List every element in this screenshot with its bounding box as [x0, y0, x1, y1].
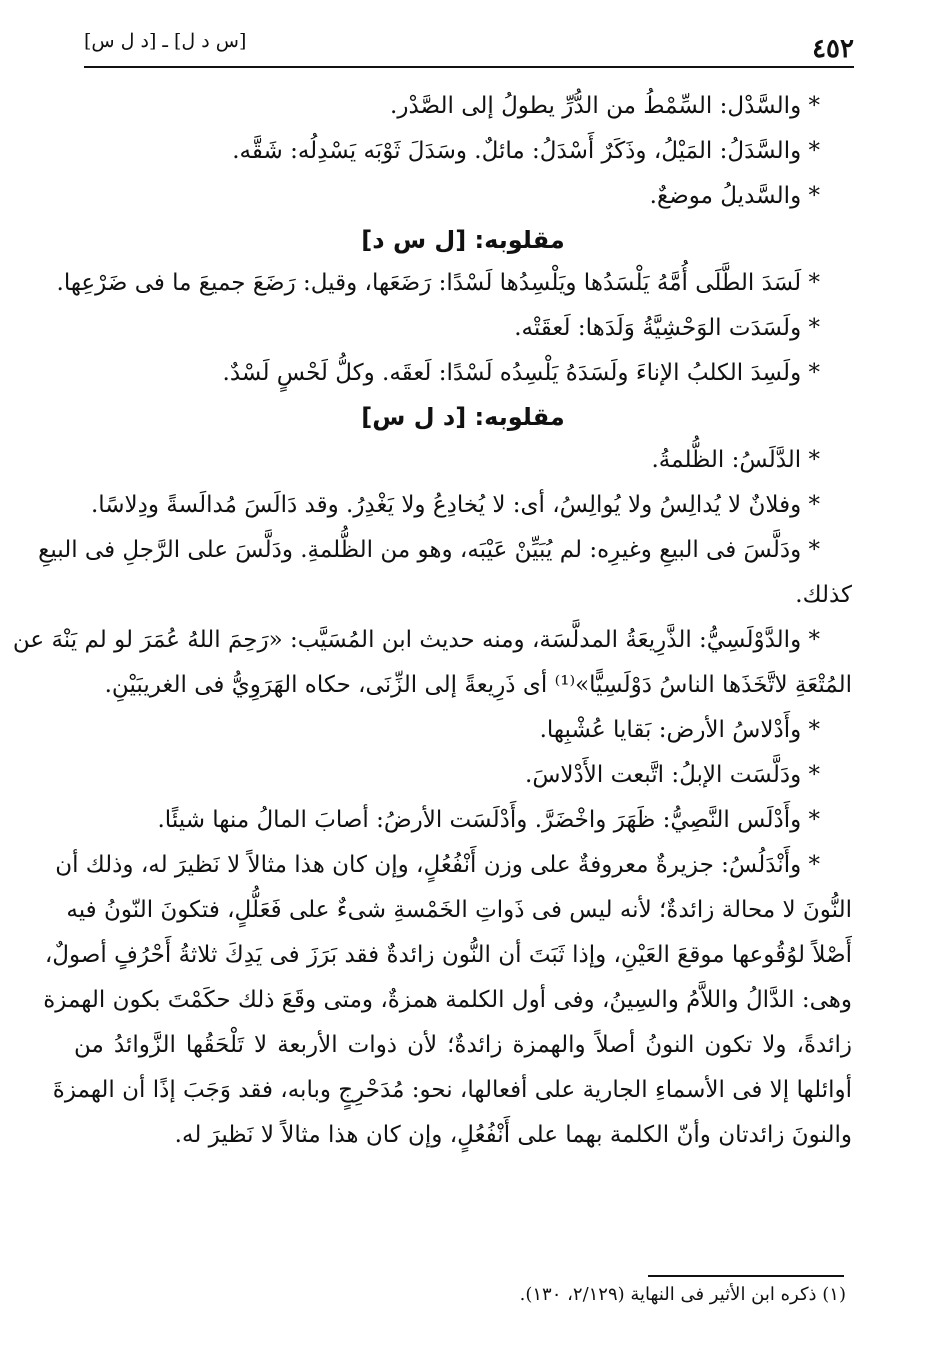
text-line: * ولَسَدَت الوَحْشِيَّةُ وَلَدَها: لَعقَتْه. — [514, 315, 820, 341]
header-rule — [84, 66, 854, 68]
text-line: وهى: الدَّالُ واللاَّمُ والسِينُ، وفى أول الكلمة همزةٌ، ومتى وقَعَ ذلك حكَمْتَ بكون الهمزة — [43, 987, 852, 1013]
text-line: * والسَّدَلُ: المَيْلُ، وذَكَرٌ أَسْدَلُ: مائلٌ. وسَدَلَ ثَوْبَه يَسْدِلُه: شَقَّه. — [232, 138, 820, 164]
text-line: * وأَدْلَس النَّصِيُّ: ظَهَرَ واخْضَرَّ. وأَدْلَسَت الأرضُ: أصابَ المالُ منها شيئًا. — [157, 807, 820, 833]
text-line: النُّونَ لا محالة زائدةٌ؛ لأنه ليس فى ذَواتِ الخَمْسةِ شىءٌ على فَعَلُّلٍ، فتكونَ النّونُ فيه — [66, 897, 852, 923]
footnote-rule — [648, 1275, 844, 1277]
text-line: * ولَسِدَ الكلبُ الإناءَ ولَسَدَهُ يَلْسِدُه لَسْدًا: لَعقَه. وكلُّ لَحْسٍ لَسْدٌ. — [222, 360, 820, 386]
section-heading: مقلوبه: [د ل س] — [361, 403, 565, 431]
text-line: * لَسَدَ الطَّلَى أُمَّهُ يَلْسَدُها ويَلْسِدُها لَسْدًا: رَضَعَها، وقيل: رَضَعَ جميعَ ما فى ضَرْعِها. — [56, 270, 820, 296]
page-number: ٤٥٢ — [812, 34, 854, 64]
text-line: زائدةً، ولا تكون النونُ أصلاً والهمزة زائدةٌ؛ لأن ذوات الأربعة لا تَلْحَقُها الزَّوائدُ من — [74, 1032, 852, 1058]
text-line: * الدَّلَسُ: الظُّلمةُ. — [651, 447, 820, 473]
text-line: * ودَلَّسَ فى البيعِ وغيرِه: لم يُبَيِّنْ عَيْبَه، وهو من الظُّلمةِ. ودَلَّسَ على الرَّجلِ فى البيعِ — [38, 537, 820, 563]
text-line: * والسَّدْل: السِّمْطُ من الدُّرِّ يطولُ إلى الصَّدْر. — [390, 93, 820, 119]
text-line: أَصْلاً لوُقُوعها موقعَ العَيْنِ، وإذا ثَبَتَ أن النُّون زائدةٌ فقد بَرَزَ فى يَدِكَ ثلاثةُ أَحْرُفٍ أصولٌ، — [44, 942, 852, 968]
text-line: * ودَلَّسَت الإبلُ: اتَّبعت الأَدْلاسَ. — [525, 762, 820, 788]
footnote: (١) ذكره ابن الأثير فى النهاية (٢/١٢٩، ١٣٠). — [519, 1284, 846, 1305]
text-line: * وفلانٌ لا يُدالِسُ ولا يُوالِسُ، أى: لا يُخادِعُ ولا يَغْدِرُ. وقد دَالَسَ مُدالَسةً ودِلاسًا. — [90, 492, 820, 518]
main-text — [12, 84, 852, 1158]
text-line: * والدَّوْلَسِيُّ: الذَّرِيعَةُ المدلَّسَة، ومنه حديث ابن المُسَيَّب: «رَحِمَ اللهُ عُمَرَ لو لم يَنْهَ عن — [12, 627, 820, 653]
text-line: والنونَ زائدتان وأنّ الكلمة بهما على أَنْفُعُلٍ، وإن كان هذا مثالاً لا نَظيرَ له. — [174, 1122, 852, 1148]
section-heading: مقلوبه: [ل س د] — [361, 226, 565, 254]
running-title: [س د ل] ـ [د ل س] — [84, 30, 247, 52]
text-line: المُتْعَةِ لاتَّخَذَها الناسُ دَوْلَسِيًّا»⁽¹⁾ أى ذَرِيعةً إلى الزِّنَى، حكاه الهَرَوِيُّ فى الغريبَيْنِ. — [104, 672, 852, 698]
text-line: كذلك. — [795, 582, 852, 608]
text-line: * وأَنْدَلُسُ: جزيرةٌ معروفةٌ على وزن أَنْفُعُلٍ، وإن كان هذا مثالاً لا نَظيرَ له، وذلك أن — [55, 852, 820, 878]
text-line: أوائلها إلا فى الأسماءِ الجارية على أفعالها، نحو: مُدَحْرِجٍ وبابه، فقد وَجَبَ إذًا أن الهمزةَ — [52, 1077, 852, 1103]
page-header — [84, 22, 854, 66]
text-line: * والسَّديلُ موضعٌ. — [649, 183, 820, 209]
text-line: * وأَدْلاسُ الأرض: بَقايا عُشْبِها. — [539, 717, 820, 743]
